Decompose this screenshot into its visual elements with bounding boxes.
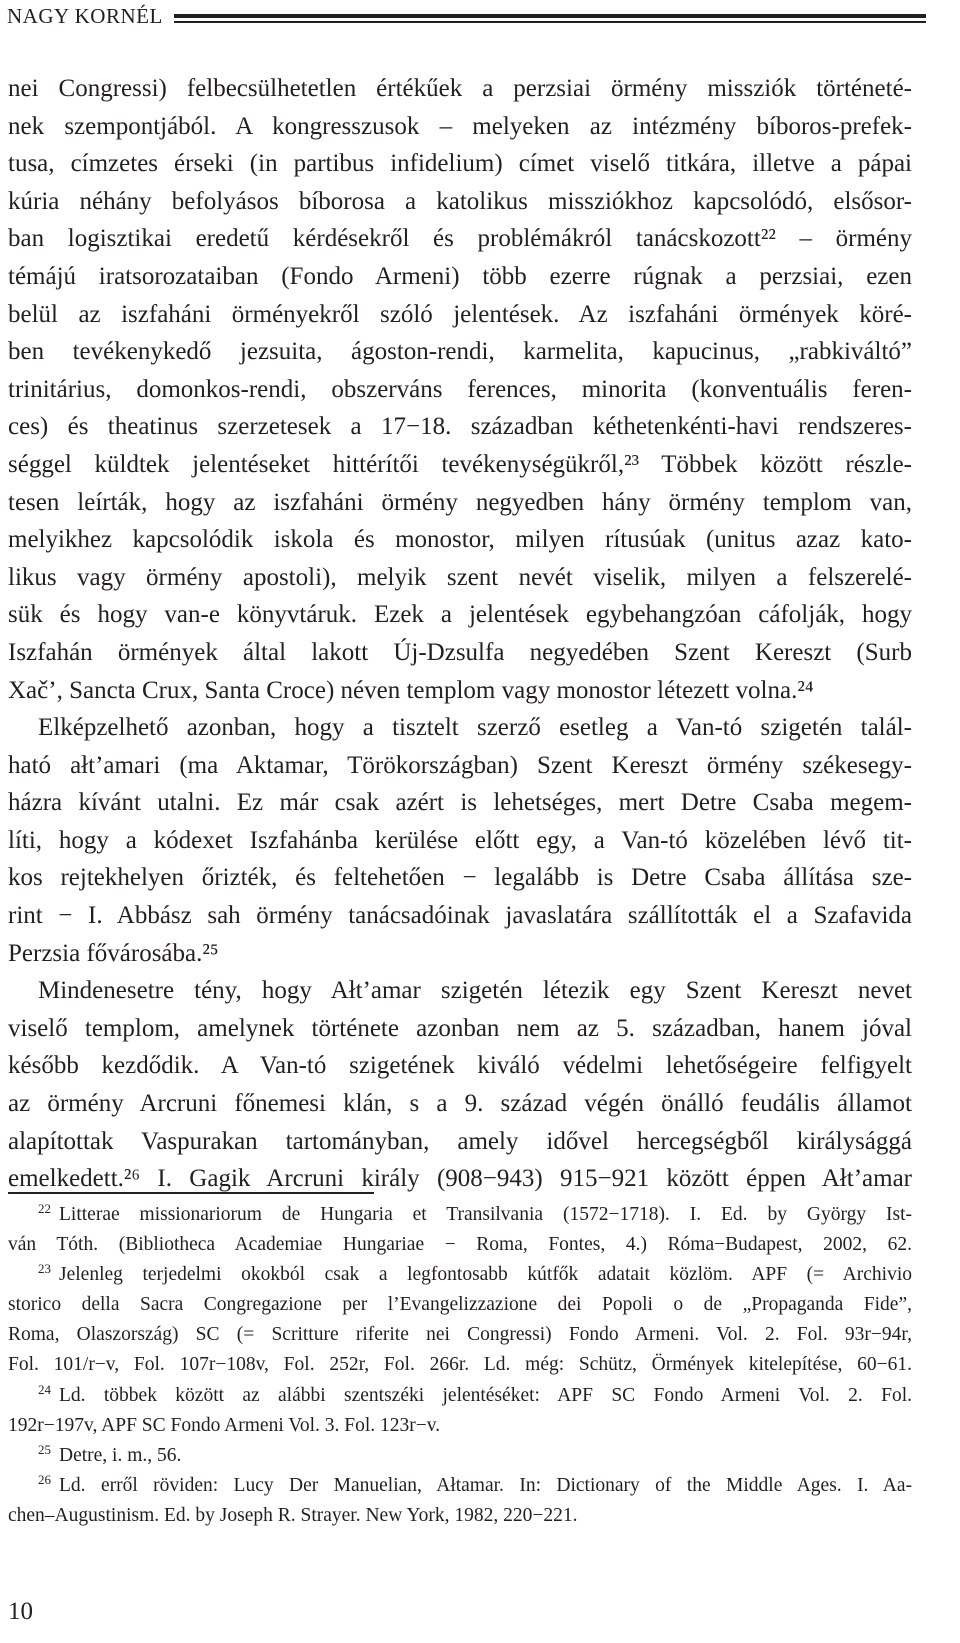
body-line: alapítottak Vaspurakan tartományban, amely idővel hercegségből királysággá — [8, 1127, 912, 1155]
body-line: ces) és theatinus szerzetesek a 17−18. században kéthetenkénti-havi rendszeres- — [8, 413, 912, 441]
body-line: Iszfahán örmények által lakott Új-Dzsulfa negyedében Szent Kereszt (Surb — [8, 638, 912, 666]
body-line: témájú iratsorozataiban (Fondo Armeni) több ezerre rúgnak a perzsiai, ezen — [8, 262, 912, 290]
footnote-text: Ld. többek között az alábbi szentszéki jelentéséket: APF SC Fondo Armeni Vol. 2. Fol. — [59, 1384, 912, 1406]
body-line: belül az iszfaháni örményekről szóló jelentések. Az iszfaháni örmények köré- — [8, 300, 912, 328]
body-line: később kezdődik. A Van-tó szigetének kiváló védelmi lehetőségeire felfigyelt — [8, 1052, 912, 1080]
footnote-line: 25 Detre, i. m., 56. — [38, 1441, 182, 1466]
running-head — [0, 2, 960, 32]
body-line: trinitárius, domonkos-rendi, obszerváns ferences, minorita (konventuális feren- — [8, 375, 912, 403]
footnote-text: Litterae missionariorum de Hungaria et Transilvania (1572−1718). I. Ed. by György Ist- — [59, 1204, 912, 1225]
body-line: házra kívánt utalni. Ez már csak azért is lehetséges, mert Detre Csaba megem- — [8, 789, 912, 817]
footnote-text: storico della Sacra Congregazione per l’Evangelizzazione dei Popoli o de „Propaganda Fide”, — [8, 1294, 912, 1316]
body-line: nei Congressi) felbecsülhetetlen értékűek a perzsiai örmény missziók történeté- — [8, 75, 912, 102]
body-line: sük és hogy van-e könyvtáruk. Ezek a jelentések egybehangzóan cáfolják, hogy — [8, 601, 912, 629]
page-number: 10 — [8, 1598, 33, 1625]
body-line: séggel küldtek jelentéseket hittérítői tevékenységükről,²³ Többek között részle- — [8, 450, 912, 478]
footnote-separator — [8, 1192, 374, 1194]
footnote-line — [8, 1350, 912, 1380]
body-line: ban logisztikai eredetű kérdésekről és problémákról tanácskozott²² – örmény — [8, 225, 912, 253]
footnote-text: Roma, Olaszország) SC (= Scritture riferite nei Congressi) Fondo Armeni. Vol. 2. Fol. 93r−94r, — [8, 1324, 912, 1346]
footnote-line: 24 Ld. többek között az alábbi szentszéki jelentéséket: APF SC Fondo Armeni Vol. 2. Fol. — [38, 1381, 912, 1406]
footnote-text: ván Tóth. (Bibliotheca Academiae Hungariae − Roma, Fontes, 4.) Róma−Budapest, 2002, 62. — [8, 1234, 912, 1256]
footnote-line — [8, 1320, 912, 1350]
footnote-text: Jelenleg terjedelmi okokból csak a legfontosabb kútfők adatait közlöm. APF (= Archivio — [59, 1264, 912, 1286]
footnote-line — [8, 1501, 912, 1531]
footnote-text: Fol. 101/r−v, Fol. 107r−108v, Fol. 252r, Fol. 266r. Ld. még: Schütz, Örmények kitelepítése, 60−61. — [8, 1354, 912, 1376]
body-line: Perzsia fővárosába.²⁵ — [8, 939, 219, 967]
body-line: rint − I. Abbász sah örmény tanácsadóinak javaslatára szállították el a Szafavida — [8, 902, 912, 930]
footnote-line: 23 Jelenleg terjedelmi okokból csak a legfontosabb kútfők adatait közlöm. APF (= Archivio — [38, 1261, 912, 1286]
body-line: az örmény Arcruni főnemesi klán, s a 9. század végén önálló feudális államot — [8, 1090, 912, 1118]
body-line: emelkedett.²⁶ I. Gagik Arcruni király (908−943) 915−921 között éppen Ałt’amar — [8, 1165, 912, 1193]
body-line: ható ałt’amari (ma Aktamar, Törökországban) Szent Kereszt örmény székesegy- — [8, 751, 912, 779]
footnote-line — [8, 1411, 912, 1441]
body-line: viselő templom, amelynek története azonban nem az 5. században, hanem jóval — [8, 1014, 912, 1042]
footnote-text: Ld. erről röviden: Lucy Der Manuelian, Ałtamar. In: Dictionary of the Middle Ages. I. Aa- — [59, 1474, 912, 1496]
footnote-text: chen–Augustinism. Ed. by Joseph R. Strayer. New York, 1982, 220−221. — [8, 1504, 578, 1526]
body-line: melyikhez kapcsolódik iskola és monostor, milyen rítusúak (unitus azaz kato- — [8, 526, 912, 554]
running-head-rule-thin — [174, 21, 926, 23]
footnote-text: Detre, i. m., 56. — [59, 1444, 182, 1466]
body-line: tusa, címzetes érseki (in partibus infidelium) címet viselő titkára, illetve a pápai — [8, 150, 912, 178]
body-line: likus vagy örmény apostoli), melyik szent nevét viselik, milyen a felszerelé- — [8, 563, 912, 591]
body-line: Xač’, Sancta Crux, Santa Croce) néven templom vagy monostor létezett volna.²⁴ — [8, 676, 814, 704]
footnote-line: 26 Ld. erről röviden: Lucy Der Manuelian, Ałtamar. In: Dictionary of the Middle Ages. I. Aa- — [38, 1471, 912, 1496]
body-line: nek szempontjából. A kongresszusok – melyeken az intézmény bíboros-prefek- — [8, 112, 912, 140]
footnote-line: 22 Litterae missionariorum de Hungaria et Transilvania (1572−1718). I. Ed. by György Ist- — [38, 1201, 912, 1225]
footnote-line — [8, 1230, 912, 1260]
body-line: ben tevékenykedő jezsuita, ágoston-rendi, karmelita, kapucinus, „rabkiváltó” — [8, 338, 912, 366]
body-line: Elképzelhető azonban, hogy a tisztelt szerző esetleg a Van-tó szigetén talál- — [38, 714, 912, 742]
body-line: tesen leírták, hogy az iszfaháni örmény negyedben hány örmény templom van, — [8, 488, 912, 516]
body-line: kúria néhány befolyásos bíborosa a katolikus missziókhoz kapcsolódó, elsősor- — [8, 187, 912, 215]
running-head-rule-thick — [174, 14, 926, 18]
footnotes — [8, 1200, 912, 1531]
body-line: kos rejtekhelyen őrizték, és feltehetően − legalább is Detre Csaba állítása sze- — [8, 864, 912, 892]
body-line: líti, hogy a kódexet Iszfahánba kerülése előtt egy, a Van-tó közelében lévő tit- — [8, 826, 912, 854]
footnote-text: 192r−197v, APF SC Fondo Armeni Vol. 3. Fol. 123r−v. — [8, 1414, 441, 1436]
footnote-line — [8, 1290, 912, 1320]
running-head-author: NAGY KORNÉL — [7, 4, 163, 28]
body-line: Mindenesetre tény, hogy Ałt’amar szigetén létezik egy Szent Kereszt nevet — [38, 977, 912, 1005]
main-text — [8, 70, 912, 1198]
